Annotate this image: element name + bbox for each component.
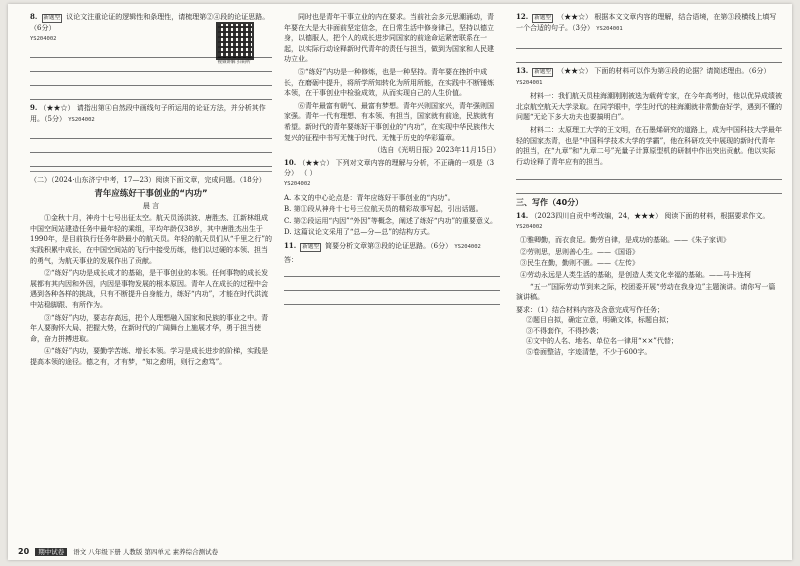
option-b: B. 第①段从神舟十七号三位航天员的精彩故事写起，引出话题。 [284,205,483,214]
article-paragraph: 同时也是青年干事立业的内在要求。当前社会多元思潮涌动，青年要在大是大非面前坚定信念，在日常生活中修身律己，坚持以德立身，以德服人，把个人的成长进步同国家的前途命运紧密联系在一起，以实际行动诠释新时代青年的责任与担当，做到为国家和人民建功立业。 [284,13,494,64]
question-code: YS204002 [30,35,57,42]
question-11 [284,241,500,253]
question-10 [284,158,500,190]
article-author: 晨 言 [142,201,160,210]
requirement-item: ④文中的人名、地名、单位名一律用“××”代替； [526,337,678,346]
question-number: 12. [516,12,529,21]
question-text: 下面的材料可以作为第④段的论据？请简述理由。（6分） [594,66,771,75]
question-tag: 新题型 [534,68,551,75]
brand-badge: 期中试卷 [35,548,67,556]
question-code: YS204002 [516,223,543,230]
qr-code-icon[interactable] [216,22,254,60]
question-text: 阅读下面的材料，根据要求作文。 [664,211,770,220]
requirements-head: 要求：（1）结合材料内容及含意完成写作任务； [516,305,664,314]
question-code: YS204002 [68,116,95,123]
question-code: YS204002 [454,243,481,250]
question-stars: （★★☆） [298,158,334,167]
qr-caption: 视频讲解 扫码听 [217,60,251,65]
answer-line [516,52,782,63]
option-c: C. 第②段运用“内因”“外因”等概念，阐述了练好“内功”的重要意义。 [284,216,498,225]
article-paragraph: ⑥青年最富有朝气、最富有梦想。青年兴则国家兴，青年强则国家强。青年一代有理想、有本领、有担当，国家就有前途，民族就有希望。新时代的青年要练好干事创业的“内功”，在实现中华民族伟大复兴的征程中书写无愧于时代、无愧于历史的华彩篇章。 [284,101,495,142]
answer-line [30,142,272,153]
requirement-item: ⑤卷面整洁，字迹清楚，不少于600字。 [526,348,652,357]
material-1: 材料一：我们航天员桂海潮刚刚被选为载荷专家，在今年高考时，他以优异成绩被北京航空航天大学录取。在同学眼中，学生时代的桂海潮就非常勤奋好学，遇到不懂的问题“无论下多大功夫也要搞明白”。 [516,92,782,122]
answer-bracket[interactable]: （ ） [300,169,317,178]
quote-2: ②劳则思，思则善心生。——《国语》 [520,247,639,256]
middle-column [284,12,500,308]
answer-line [284,280,500,291]
page-number: 20 [18,547,30,556]
question-text: 议论文注重论证的逻辑性和条理性，请梳理第②④段的论证思路。（6分） [30,13,270,32]
question-stars: （★★☆） [557,13,593,21]
question-number: 8. [30,12,38,21]
answer-line [516,183,782,194]
question-code: YS204001 [596,26,623,32]
question-stars: （2023四川自贡中考改编，24，★★★） [530,211,663,220]
article-paragraph: ③“练好”内功，要志存高远，把个人理想融入国家和民族的事业之中。青年人要胸怀大局、把握大势，在新时代的广阔舞台上施展才华，勇于担当使命，奋力拼搏进取。 [30,313,269,343]
requirement-item: ②题目自拟，确定立意，明确文体，标题自拟； [526,316,673,325]
question-number: 9. [30,103,38,113]
article-source: （选自《光明日报》2023年11月15日） [373,146,500,155]
subject-label: 语文 八年级下册 人教版 [73,548,143,556]
question-12 [516,12,782,35]
question-number: 11. [284,240,297,250]
answer-line [516,38,782,49]
question-number: 14. [516,210,529,220]
quote-3: ③民生在勤，勤则不匮。——《左传》 [520,259,639,268]
option-a: A. 本文的中心论点是：青年应练好干事创业的“内功”。 [284,193,455,202]
question-stars: （★★☆） [557,66,593,75]
unit-label: 第四单元 素养综合测试卷 [144,548,219,556]
answer-line [30,156,272,167]
answer-line [516,169,782,180]
answer-line [30,128,272,139]
material-2: 材料二：太原理工大学的王文明，在石墨烯研究的道路上，成为中国科技大学最年轻的国家杰青，也是“中国科学技术大学的学霸”，他在科研攻关中展现的新时代青年的担当，在“九章”和“九章二号”光量子计算原型机的研制中作出突出贡献。他以实际行动诠释了青年应有的担当。 [516,125,782,166]
question-tag: 新题型 [534,15,551,21]
requirement-item: ③不得套作，不得抄袭； [526,326,603,335]
article-paragraph: ④“练好”内功，要勤学苦练、增长本领。学习是成长进步的阶梯，实践是提高本领的途径。德之有，才有梦，“知之愈明，则行之愈笃”。 [30,347,269,366]
question-code: YS204002 [284,180,311,187]
question-13 [516,66,782,89]
page-footer [18,547,218,556]
quote-4: ④劳动永远是人类生活的基础，是创造人类文化幸福的基础。——马卡连柯 [520,270,751,279]
answer-line [30,75,272,86]
question-14 [516,211,782,232]
question-code: YS204001 [516,79,543,86]
question-text: 根据本文文章内容的理解，结合语境，在第③段横线上填写一个合适的句子。（3分） [516,13,777,32]
question-tag: 新题型 [302,243,319,250]
answer-line [284,294,500,305]
question-stars: （★★☆） [39,104,75,113]
question-9 [30,103,272,125]
article-paragraph: ②“练好”内功是成长成才的基础，是干事创业的本领。任何事物的成长发展都有其内因和外因，内因是事物发展的根本原因。青年人在成长的过程中会遇到各种各样的挑战，只有不断提升自身能力，练好“内功”，才能在时代洪流中站稳脚跟、有所作为。 [30,269,269,309]
question-number: 13. [516,65,529,75]
quote-1: ①雅卿勤，而衣食足。勤劳自律，是成功的基础。——《朱子家训》 [520,236,730,245]
question-number: 10. [284,157,297,167]
answer-line [284,266,500,277]
writing-prompt: “五一”国际劳动节到来之际，校团委开展“劳动在我身边”主题演讲。请你写一篇演讲稿。 [516,282,776,302]
answer-label: 答： [284,256,298,265]
section-header: （二）（2024·山东济宁中考，17—23）阅读下面文章，完成问题。（18分） [30,171,272,186]
question-text: 下列对文章内容的理解与分析，不正确的一项是（3分） [284,158,495,178]
option-d: D. 这篇议论文采用了“总—分—总”的结构方式。 [284,228,434,237]
article-paragraph: ①金秋十月，神舟十七号出征太空。航天员汤洪波、唐胜杰、江新林组成中国空间站建造任务中最年轻的乘组，平均年龄仅38岁，其中唐胜杰出生于1990年，是目前执行任务年龄最小的航天员。年轻的航天员们从“千里之行”的实践积累中成长，在中国空间站的飞行中接受历练，他们以过硬的本领、担当的勇气，为航天事业的发展作出了贡献。 [30,214,272,265]
right-column [516,12,782,358]
exam-sheet [8,4,792,560]
article-title: 青年应练好干事创业的“内功” [94,188,208,199]
question-text: 请指出第④自然段中画线句子所运用的论证方法，并分析其作用。（5分） [30,104,266,123]
question-text: 简要分析文章第③段的论证思路。（6分） [325,241,453,250]
answer-line [30,89,272,100]
article-paragraph: ⑤“练好”内功是一种修炼，也是一种坚持。青年要在挫折中成长，在磨砺中提升，将所学所知转化为所用所能，在实践中不断锤炼本领，在干事创业中检验成效，从而实现自己的人生价值。 [284,67,494,98]
question-tag: 新题型 [43,15,61,21]
writing-section-header: 三、写作（40分） [516,198,584,208]
